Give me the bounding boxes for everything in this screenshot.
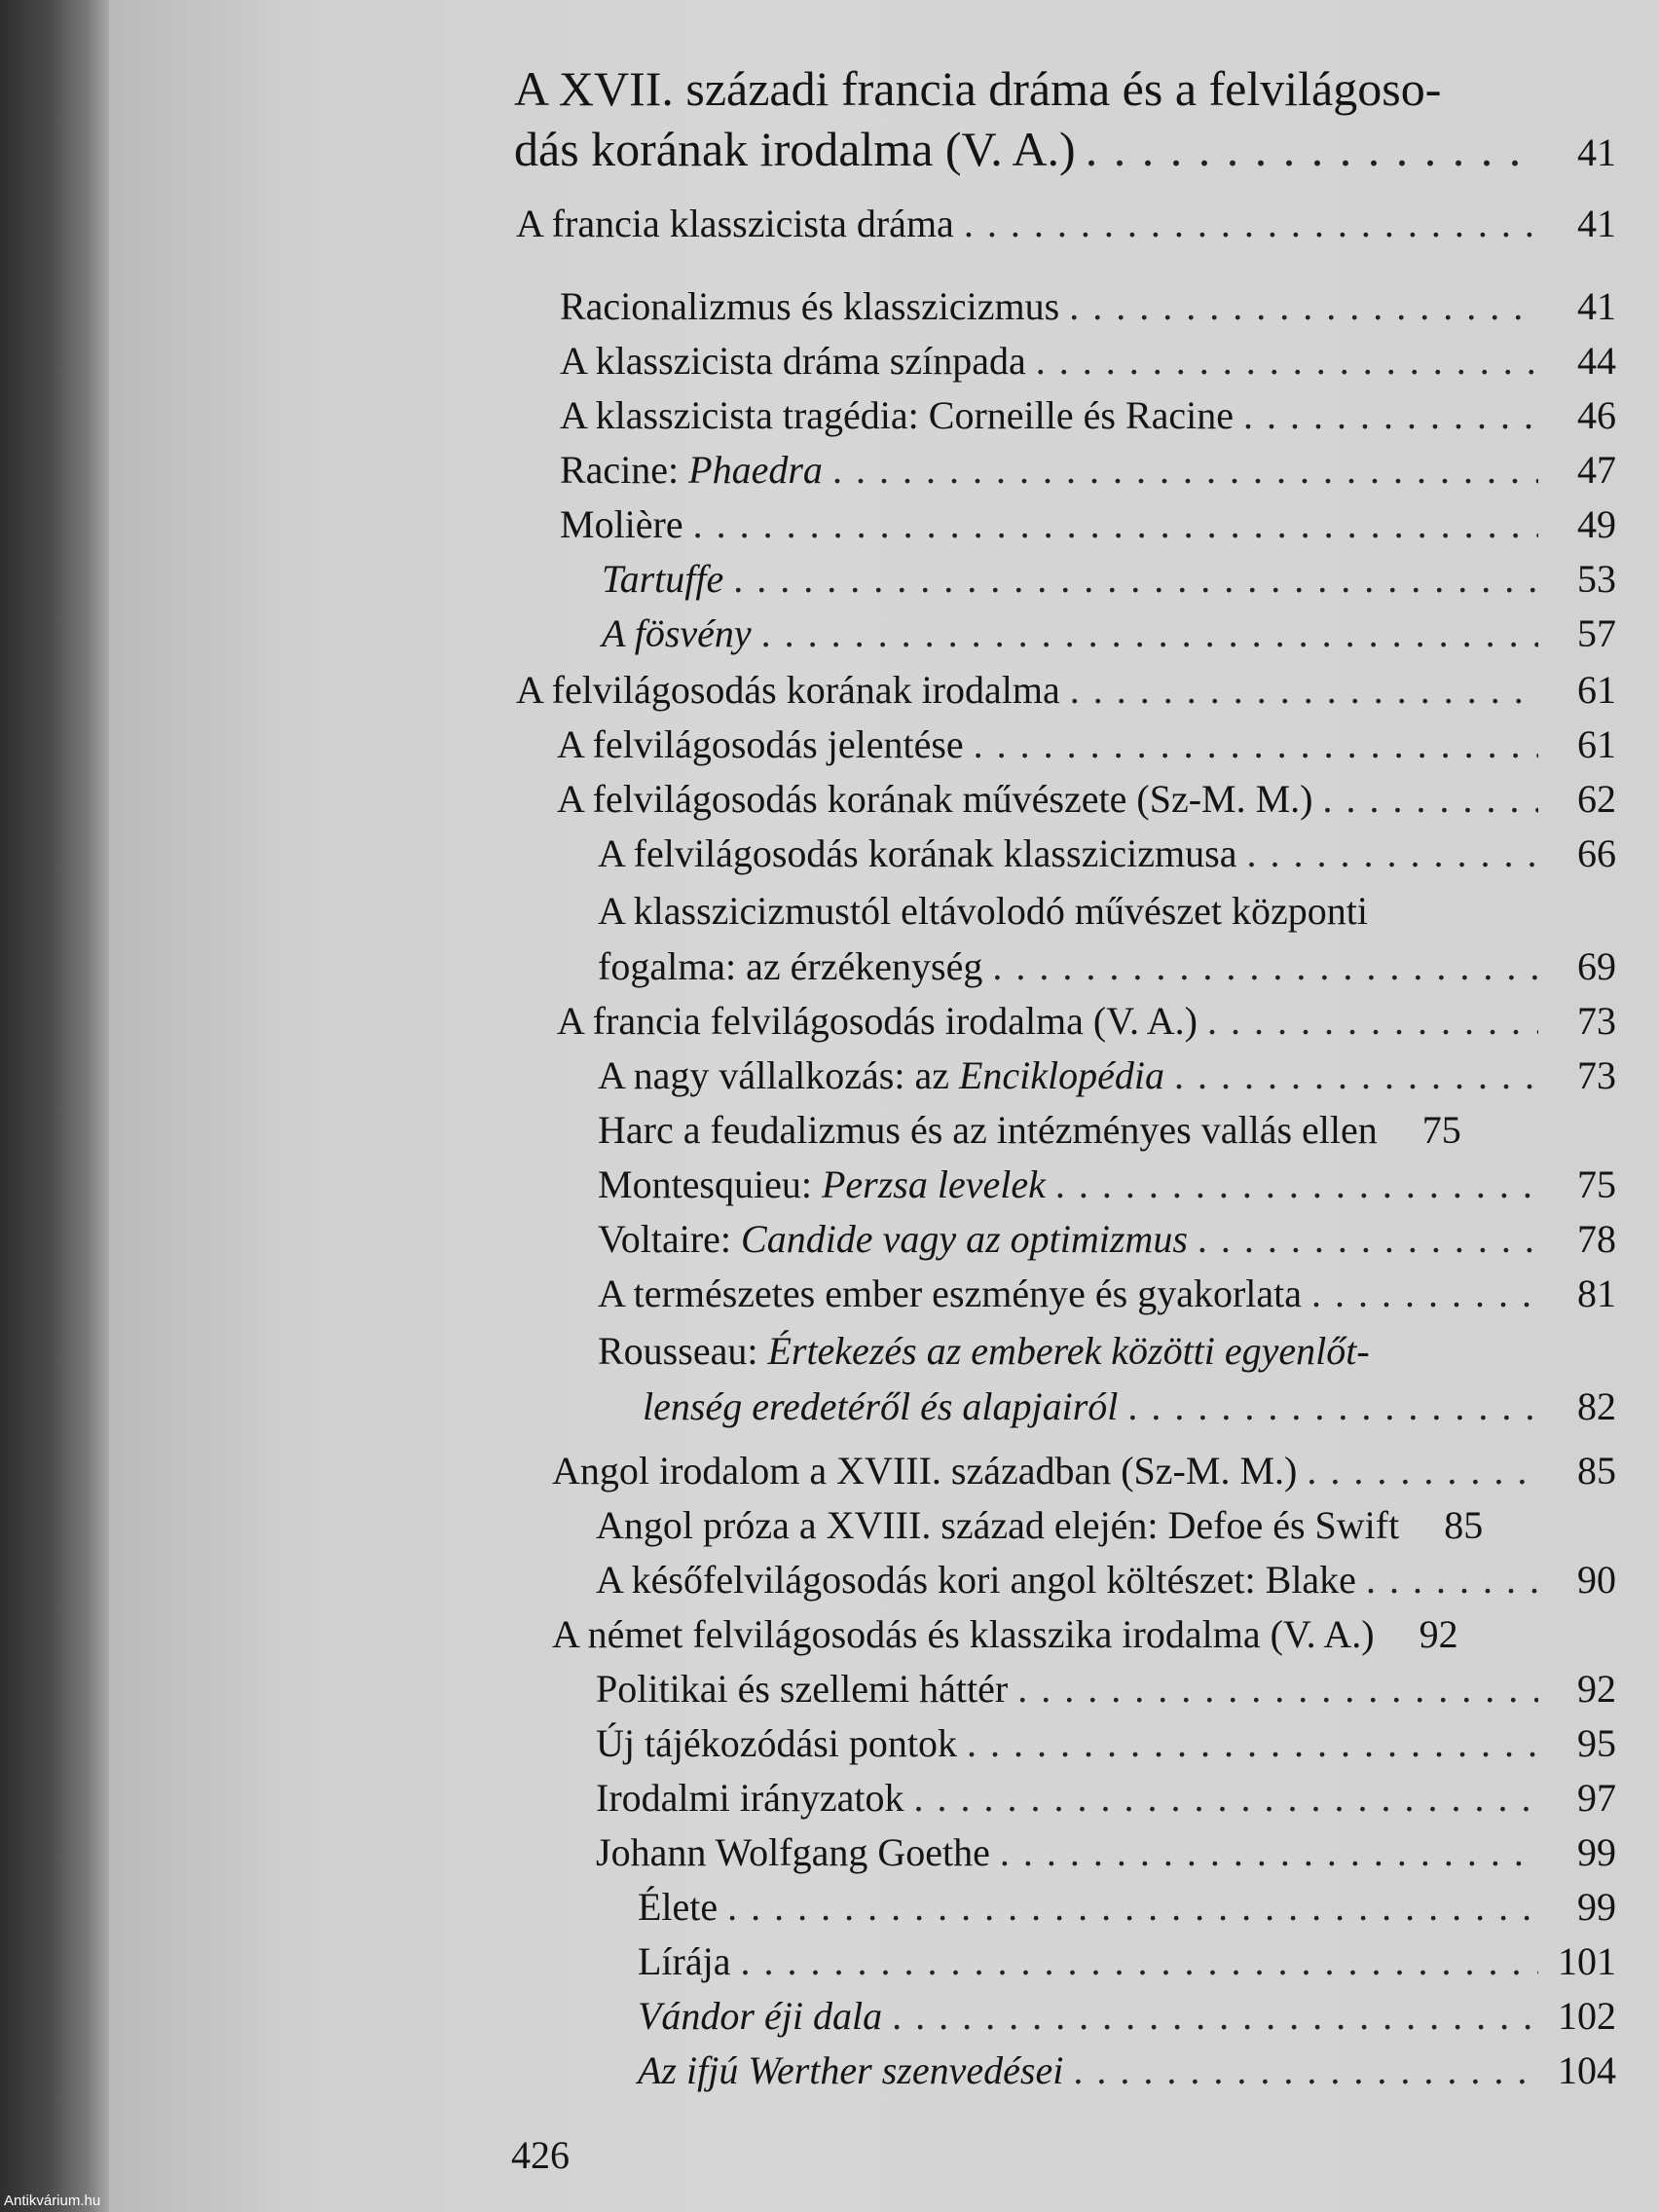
toc-entry-title: Racine: Phaedra (560, 448, 823, 492)
page-number: 426 (511, 2133, 570, 2177)
toc-entry-title: A felvilágosodás korának klasszicizmusa (598, 831, 1237, 875)
toc-entry[interactable] (560, 500, 1616, 549)
toc-page-number: 41 (1577, 284, 1616, 328)
toc-page-number: 62 (1577, 777, 1616, 821)
toc-entry-title: A nagy vállalkozás: az Enciklopédia (598, 1053, 1165, 1097)
toc-entry-title: A klasszicista dráma színpada (560, 339, 1026, 383)
toc-page-number: 46 (1577, 393, 1616, 437)
leader-dots (1322, 775, 1538, 824)
leader-dots (1311, 1270, 1538, 1318)
toc-entry[interactable] (598, 830, 1616, 878)
toc-page-number: 73 (1577, 999, 1616, 1043)
toc-entry[interactable] (516, 666, 1616, 715)
toc-chapter-heading-line2: dás korának irodalma (V. A.) (514, 122, 1076, 176)
toc-page-number: 61 (1577, 668, 1616, 712)
leader-dots (964, 200, 1538, 248)
toc-page-number: 69 (1577, 944, 1616, 988)
toc-entry-title: Új tájékozódási pontok (596, 1721, 958, 1765)
toc-entry-title: A későfelvilágosodás kori angol költészet: Blake (596, 1558, 1356, 1602)
toc-entry[interactable] (638, 2046, 1616, 2095)
leader-dots (1307, 1447, 1538, 1495)
leader-dots (974, 720, 1538, 769)
toc-page-number: 99 (1577, 1830, 1616, 1874)
toc-page-number: 47 (1577, 448, 1616, 492)
toc-page-number: 41 (1577, 202, 1616, 245)
toc-entry[interactable] (560, 282, 1616, 331)
toc-page-number: 101 (1558, 1939, 1616, 1983)
toc-entry-title: A természetes ember eszménye és gyakorlata (598, 1272, 1303, 1315)
toc-page-number: 90 (1577, 1558, 1616, 1602)
leader-dots (1174, 1051, 1538, 1100)
leader-dots (1069, 282, 1538, 331)
toc-entry[interactable] (602, 609, 1616, 658)
leader-dots (1366, 1556, 1538, 1604)
toc-entry-title-line1: A klasszicizmustól eltávolodó művészet központi (598, 889, 1368, 933)
toc-page-number: 85 (1577, 1449, 1616, 1493)
toc-chapter-heading (514, 58, 1614, 119)
leader-dots (1243, 391, 1538, 440)
toc-entry-title: Politikai és szellemi háttér (596, 1667, 1009, 1711)
toc-entry[interactable] (598, 1051, 1616, 1100)
toc-entry-title: Molière (560, 502, 683, 546)
toc-page-number: 78 (1577, 1217, 1616, 1261)
toc-entry-title: Vándor éji dala (638, 1994, 883, 2038)
leader-dots (1070, 666, 1538, 715)
toc-entry-title: A német felvilágosodás és klasszika irodalma (V. A.) (552, 1612, 1375, 1656)
leader-dots (892, 1992, 1538, 2041)
toc-entry[interactable] (598, 942, 1616, 991)
toc-entry-title: A felvilágosodás korának irodalma (516, 668, 1060, 712)
toc-entry-title-line1: Rousseau: Értekezés az emberek közötti egyenlőt- (598, 1329, 1370, 1373)
toc-entry-title: Angol irodalom a XVIII. században (Sz-M. M.) (552, 1449, 1298, 1493)
toc-entry-title: A fösvény (602, 611, 752, 655)
toc-page-number: 102 (1558, 1994, 1616, 2038)
leader-dots (1127, 1382, 1538, 1431)
toc-page-number: 41 (1577, 130, 1616, 174)
toc-page-number: 53 (1577, 557, 1616, 601)
leader-dots (727, 1883, 1538, 1932)
toc-entry[interactable] (552, 1447, 1616, 1495)
leader-dots (1198, 1215, 1538, 1264)
toc-page-number: 92 (1577, 1667, 1616, 1711)
toc-page-number: 92 (1419, 1612, 1458, 1656)
toc-entry[interactable] (643, 1382, 1616, 1431)
toc-entry[interactable] (598, 1106, 1616, 1155)
toc-chapter-heading-line1: A XVII. századi francia dráma és a felvilágoso- (514, 61, 1442, 116)
leader-dots (1246, 830, 1538, 878)
leader-dots (733, 555, 1538, 604)
leader-dots (1017, 1665, 1538, 1714)
toc-entry[interactable] (560, 391, 1616, 440)
toc-entry-title: A felvilágosodás korának művészete (Sz-M. M.) (557, 777, 1313, 821)
toc-page-number: 95 (1577, 1721, 1616, 1765)
toc-entry-title: Lírája (638, 1939, 731, 1983)
toc-entry-title: A francia felvilágosodás irodalma (V. A.) (557, 999, 1198, 1043)
toc-entry[interactable] (596, 1556, 1616, 1604)
toc-entry[interactable] (557, 720, 1616, 769)
toc-page-number: 104 (1558, 2048, 1616, 2092)
toc-page-number: 75 (1421, 1108, 1461, 1152)
toc-page-number: 73 (1577, 1053, 1616, 1097)
toc-page-number: 61 (1577, 722, 1616, 766)
toc-entry-title: A francia klasszicista dráma (516, 202, 954, 245)
toc-page-number: 66 (1577, 831, 1616, 875)
toc-entry[interactable] (602, 555, 1616, 604)
toc-entry-title: Johann Wolfgang Goethe (596, 1830, 990, 1874)
leader-dots (1073, 2046, 1538, 2095)
leader-dots (992, 942, 1538, 991)
toc-entry[interactable] (638, 1937, 1616, 1986)
toc-page-number: 57 (1577, 611, 1616, 655)
toc-page-number: 97 (1577, 1776, 1616, 1820)
leader-dots (967, 1719, 1538, 1768)
toc-entry-title: Tartuffe (602, 557, 724, 601)
toc-entry[interactable] (557, 997, 1616, 1046)
toc-entry[interactable] (598, 1215, 1616, 1264)
leader-dots (1036, 337, 1538, 386)
leader-dots (761, 609, 1538, 658)
toc-entry-title: lenség eredetéről és alapjairól (643, 1384, 1119, 1428)
toc-entry[interactable] (638, 1883, 1616, 1932)
toc-entry-title: Racionalizmus és klasszicizmus (560, 284, 1060, 328)
leader-dots (1086, 119, 1538, 179)
leader-dots (1055, 1161, 1538, 1209)
toc-page-number: 85 (1444, 1503, 1484, 1547)
toc-entry-title: Harc a feudalizmus és az intézményes vallás ellen (598, 1108, 1378, 1152)
toc-entry-title: Angol próza a XVIII. század elején: Defoe és Swift (596, 1503, 1400, 1547)
toc-page-number: 81 (1577, 1272, 1616, 1315)
leader-dots (914, 1774, 1538, 1823)
toc-chapter-heading-row[interactable] (514, 119, 1616, 183)
leader-dots (693, 500, 1538, 549)
toc-entry[interactable] (598, 1270, 1616, 1318)
toc-entry[interactable] (596, 1501, 1616, 1550)
toc-page-number: 99 (1577, 1885, 1616, 1929)
leader-dots (1000, 1828, 1538, 1877)
toc-entry[interactable] (560, 446, 1616, 495)
toc-entry[interactable] (596, 1665, 1616, 1714)
watermark-text: Antikvárium.hu (4, 2193, 101, 2209)
toc-entry-title: fogalma: az érzékenység (598, 944, 983, 988)
toc-entry[interactable] (596, 1828, 1616, 1877)
toc-entry[interactable] (596, 1774, 1616, 1823)
leader-dots (1207, 997, 1538, 1046)
toc-entry[interactable] (557, 775, 1616, 824)
toc-entry[interactable] (596, 1719, 1616, 1768)
toc-page-number: 75 (1577, 1162, 1616, 1206)
leader-dots (741, 1937, 1539, 1986)
toc-entry[interactable] (638, 1992, 1616, 2041)
toc-entry-title: A felvilágosodás jelentése (557, 722, 964, 766)
toc-entry[interactable] (516, 200, 1616, 248)
toc-page-number: 82 (1577, 1384, 1616, 1428)
toc-entry-title: Montesquieu: Perzsa levelek (598, 1162, 1046, 1206)
toc-page-number: 44 (1577, 339, 1616, 383)
toc-entry-title: Irodalmi irányzatok (596, 1776, 904, 1820)
toc-entry-title: A klasszicista tragédia: Corneille és Racine (560, 393, 1234, 437)
toc-entry[interactable] (552, 1610, 1616, 1659)
toc-entry[interactable] (598, 1161, 1616, 1209)
leader-dots (832, 446, 1538, 495)
toc-entry-title: Élete (638, 1885, 719, 1929)
toc-entry[interactable] (560, 337, 1616, 386)
toc-entry-title: Voltaire: Candide vagy az optimizmus (598, 1217, 1188, 1261)
toc-page-number: 49 (1577, 502, 1616, 546)
toc-entry-title: Az ifjú Werther szenvedései (638, 2048, 1064, 2092)
